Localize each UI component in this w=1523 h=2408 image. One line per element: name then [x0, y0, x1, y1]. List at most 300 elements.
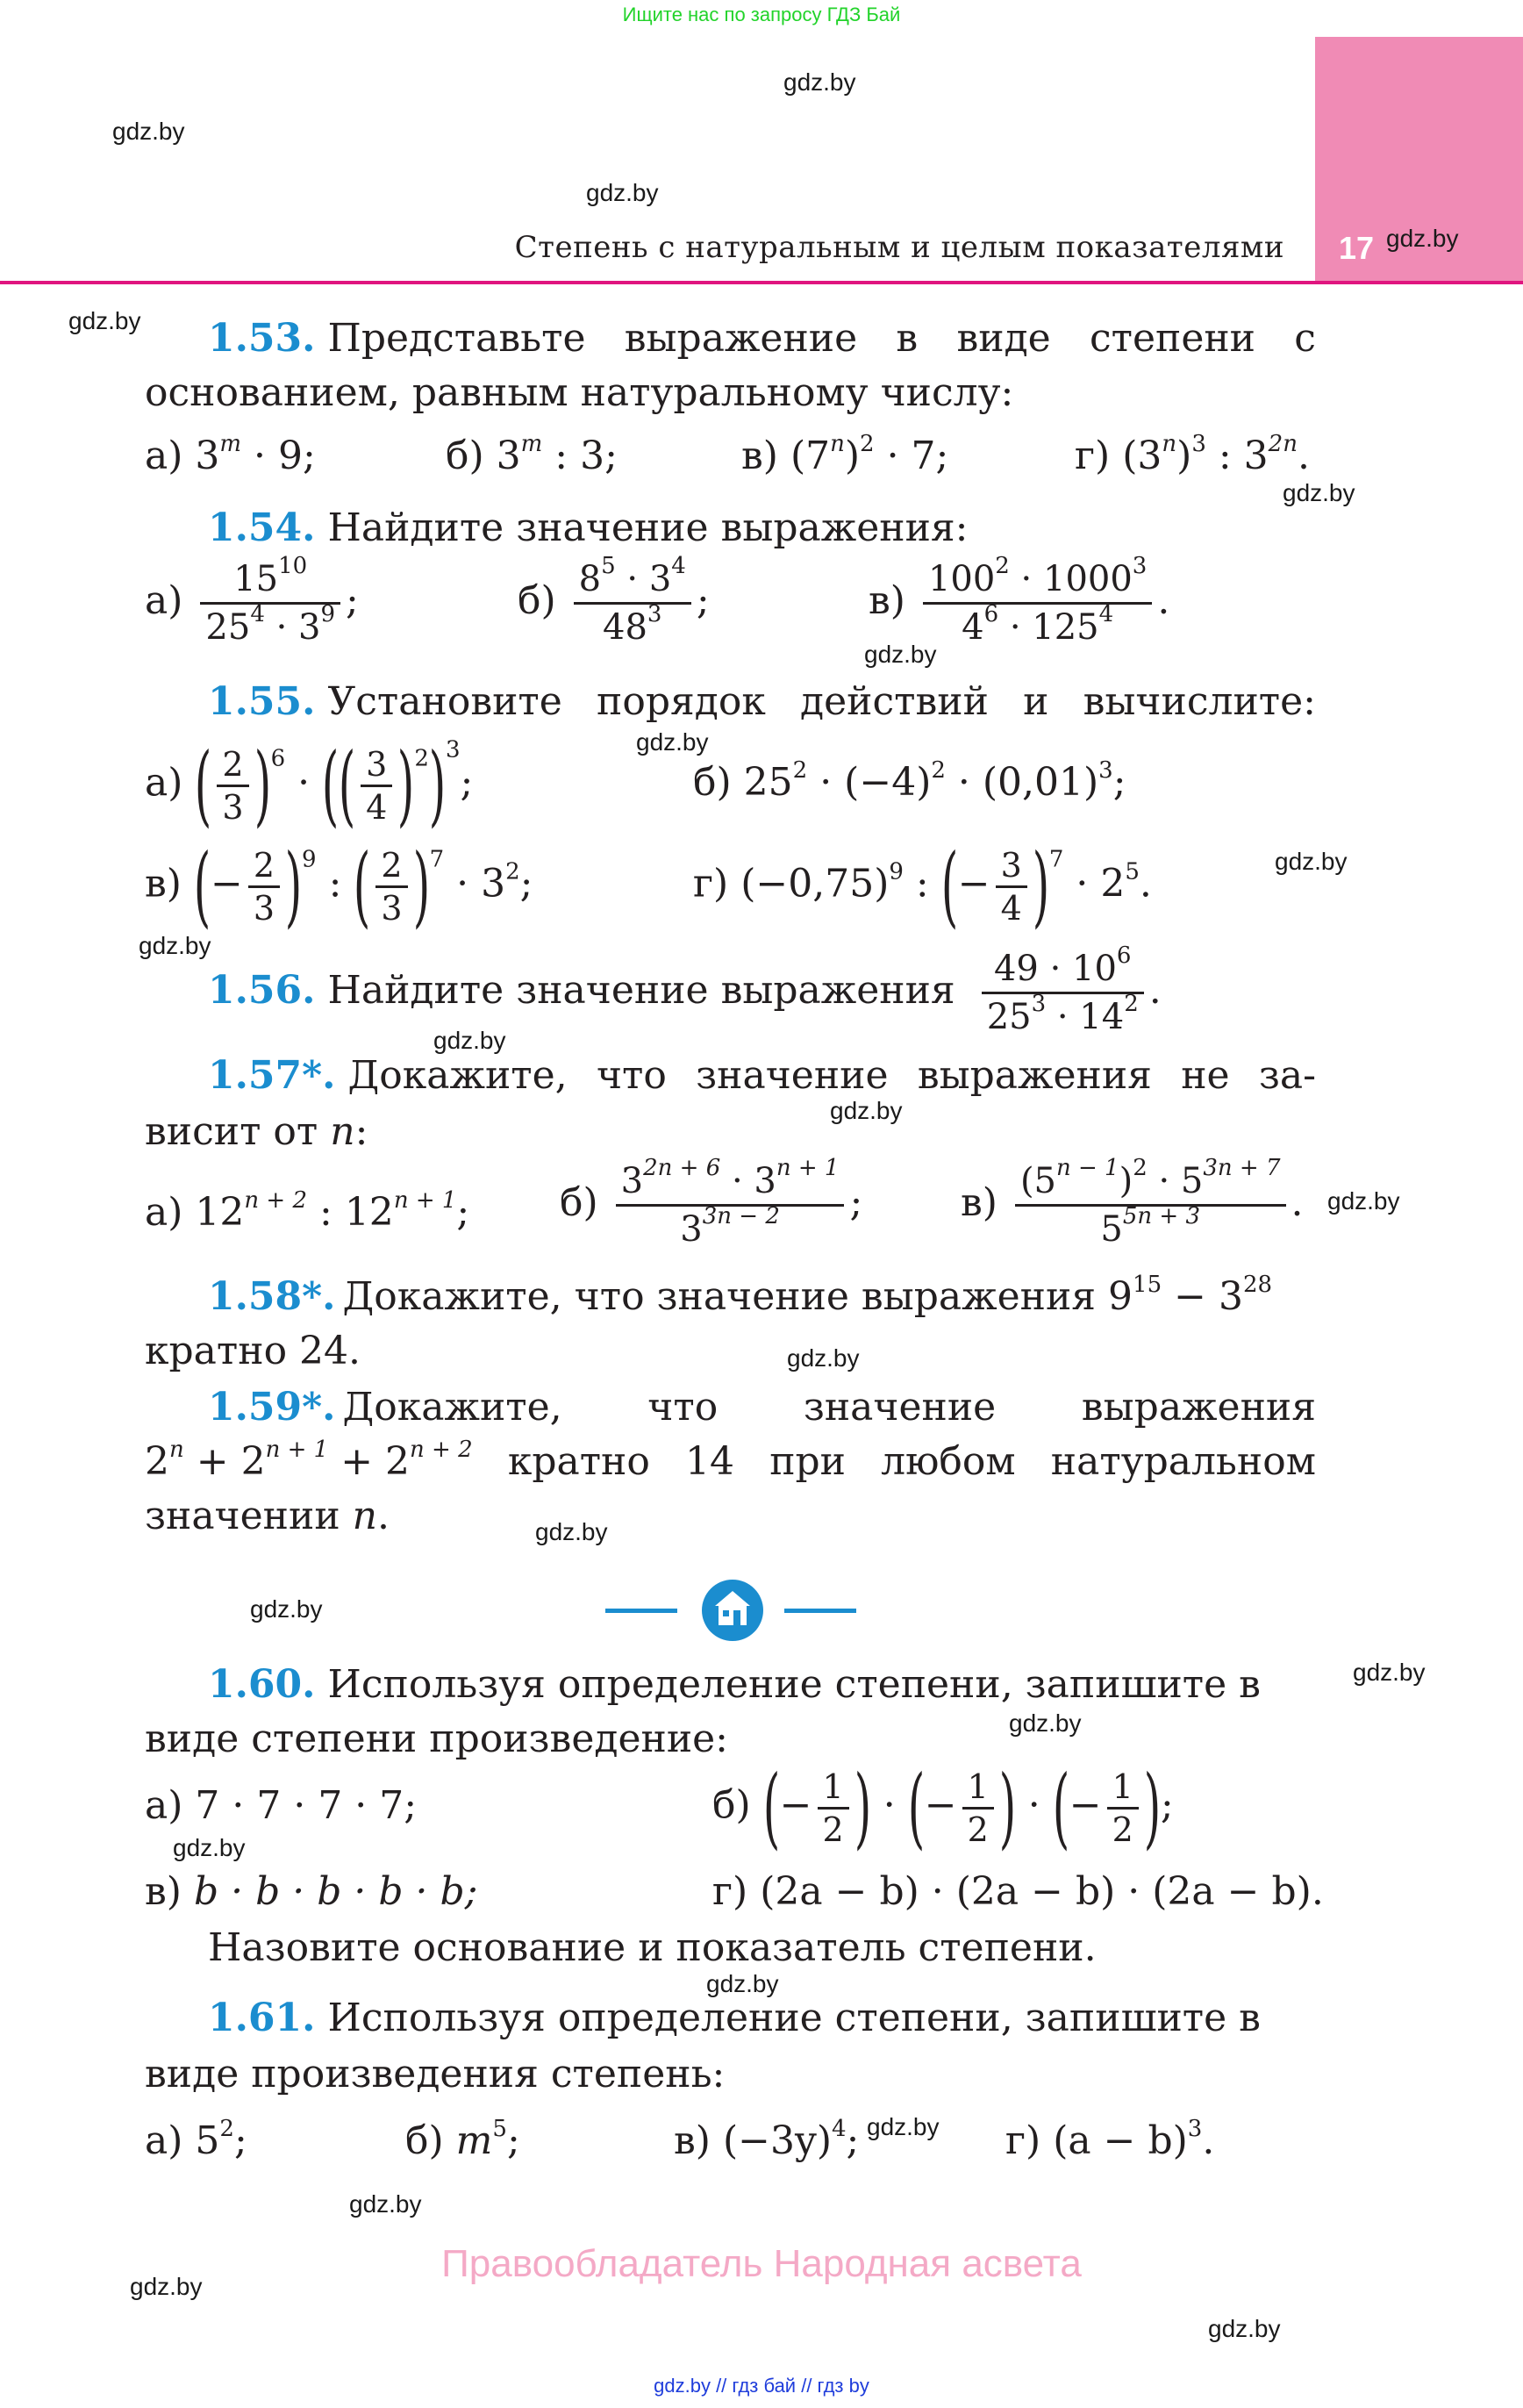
exercise-1-53-b: [446, 430, 618, 483]
exercise-1-59-line2: [145, 1436, 1316, 1488]
exponent: 4: [832, 2116, 847, 2142]
exponent: 28: [1242, 1272, 1273, 1298]
exercise-text: Докажите, что значение выражения: [342, 1274, 1109, 1319]
exponent: 4: [250, 601, 265, 627]
house-icon: [702, 1580, 763, 1641]
base: 12: [195, 1190, 245, 1235]
paren-open: (: [338, 734, 356, 836]
expr-mid: − 3: [1162, 1274, 1243, 1319]
exponent: 15: [1133, 1272, 1162, 1298]
base: + 2: [328, 1439, 411, 1484]
base: + 2: [183, 1439, 266, 1484]
watermark: gdz.by: [586, 179, 659, 206]
item-label: б): [712, 1782, 751, 1828]
paren-open: (: [762, 1756, 780, 1859]
exercise-1-55-title: [208, 676, 1316, 728]
base: 15: [233, 559, 279, 599]
exercise-1-61-a: [145, 2115, 247, 2168]
base: 3: [680, 1209, 703, 1250]
exercise-1-53-v: [741, 430, 948, 483]
exercise-1-55-a: а) ( $\frac{2}{3}$ )$^6$ · (( $\frac{3}{4}$ )$^2$)$^3$;: [145, 734, 474, 836]
paren-close: ): [998, 1756, 1017, 1859]
fraction: [217, 744, 248, 828]
expr-rest: .: [1297, 434, 1310, 478]
word: при: [769, 1439, 847, 1484]
exercise-1-59-line1: [208, 1381, 1316, 1434]
exercise-number: 1.54.: [208, 505, 316, 550]
word: и: [1023, 679, 1049, 724]
item-label: в): [145, 1869, 182, 1914]
item-label: б): [560, 1180, 598, 1225]
denominator: 3: [222, 787, 244, 827]
watermark: gdz.by: [139, 932, 211, 959]
exponent: 6: [983, 601, 999, 627]
word: виде: [956, 316, 1051, 361]
exercise-1-59-line3: [145, 1490, 1316, 1543]
exercise-1-53-line2: основанием, равным натуральному числу:: [145, 370, 1014, 415]
text: значении: [145, 1494, 353, 1538]
exercise-1-53-line1: [208, 312, 1316, 365]
word: выражения: [1081, 1385, 1316, 1430]
exponent: 2: [931, 757, 946, 784]
base: 5: [1180, 1161, 1204, 1201]
exponent: 3: [1031, 991, 1047, 1017]
denominator: 2: [967, 1810, 989, 1849]
base: 25: [743, 760, 793, 805]
exponent: 3: [647, 601, 662, 627]
exercise-1-57-b: [560, 1155, 863, 1252]
divider-line-left: [605, 1609, 677, 1613]
base: 10: [1072, 949, 1117, 989]
copyright-notice: Правообладатель Народная асвета: [441, 2242, 1082, 2285]
exercise-1-56: [208, 942, 1162, 1040]
exponent: 2: [1133, 1155, 1148, 1181]
exponent: n: [1162, 431, 1177, 457]
item-label: а): [145, 760, 183, 806]
exercise-1-60-v: [145, 1866, 477, 1918]
item-label: б): [518, 578, 556, 623]
base: 9: [1108, 1274, 1133, 1319]
exponent: 4: [671, 553, 686, 579]
watermark: gdz.by: [433, 1027, 506, 1054]
paren-open: (: [193, 835, 211, 937]
expression: (2a − b) · (2a − b) · (2a − b).: [760, 1869, 1324, 1914]
watermark: gdz.by: [1283, 479, 1355, 506]
watermark: gdz.by: [349, 2190, 422, 2218]
page-number: 17: [1339, 230, 1375, 266]
item-label: а): [145, 1783, 183, 1828]
exponent: 7: [1048, 846, 1064, 873]
exponent: 10: [278, 553, 308, 579]
exercise-1-55-g: г) $(-0,75)^9$ : (− $\frac{3}{4}$ )$^7 \cdot 2^5$.: [693, 835, 1152, 937]
fraction: [818, 1767, 849, 1850]
item-label: в): [961, 1180, 997, 1225]
word: натуральном: [1050, 1439, 1316, 1484]
word: степени: [1089, 316, 1256, 361]
paren-close: ): [854, 1756, 871, 1859]
expression: 7 · 7 · 7 · 7;: [195, 1783, 418, 1828]
denominator: 4: [1000, 888, 1022, 928]
item-label: б): [405, 2118, 444, 2163]
paren-close: ): [284, 835, 303, 937]
exponent: n: [169, 1437, 184, 1463]
item-label: а): [145, 578, 183, 623]
exponent: 2: [1124, 991, 1139, 1017]
item-label: г): [712, 1869, 748, 1914]
punct: :: [354, 1109, 368, 1154]
punct: ;: [1112, 760, 1126, 805]
expr-mid: : 3: [1205, 434, 1269, 478]
exponent: n + 1: [393, 1187, 457, 1214]
exercise-number: 1.55.: [208, 679, 316, 724]
numerator: 1: [967, 1767, 989, 1806]
watermark: gdz.by: [706, 1970, 779, 1997]
exponent: 6: [270, 745, 286, 772]
exercise-1-57-a: [145, 1186, 469, 1239]
word: не: [1181, 1053, 1230, 1098]
base: 3: [298, 607, 321, 648]
running-title: Степень с натуральным и целым показателями: [514, 230, 1284, 265]
exponent: 3: [1098, 757, 1113, 784]
punct: ;: [460, 760, 474, 806]
paren: ): [844, 434, 861, 478]
exponent: 2: [219, 2116, 234, 2142]
exponent: m: [520, 431, 543, 457]
word: кратно: [507, 1439, 650, 1484]
exercise-1-57-line1: [208, 1050, 1316, 1102]
exponent: 2n + 6: [643, 1155, 721, 1181]
watermark: gdz.by: [867, 2113, 940, 2140]
punct: .: [1139, 861, 1152, 907]
fraction: $\frac{(5^{n - 1})^2 \cdot 5^{3n + 7}}{5^{5n + 3}}$: [1015, 1158, 1286, 1252]
numerator: 1: [1112, 1767, 1133, 1806]
homework-divider: [605, 1580, 860, 1641]
exponent: n + 1: [265, 1437, 329, 1463]
exercise-1-54-a: [145, 553, 359, 650]
exercise-number: 1.60.: [208, 1662, 316, 1707]
watermark: gdz.by: [830, 1097, 903, 1124]
exercise-text: Используя определение степени, запишите в: [327, 1996, 1261, 2040]
exercise-1-61-line1: [208, 1992, 1316, 2045]
word: Докажите,: [342, 1385, 562, 1430]
exponent: 5: [492, 2116, 507, 2142]
base: 4: [962, 607, 984, 648]
watermark: gdz.by: [1208, 2315, 1281, 2342]
watermark: gdz.by: [535, 1518, 608, 1545]
watermark: gdz.by: [636, 728, 709, 756]
exercise-1-60-g: [712, 1866, 1324, 1918]
exercise-text: Найдите значение выражения: [327, 968, 955, 1013]
base: 3: [620, 1161, 644, 1201]
exercise-1-58-line2: кратно 24.: [145, 1329, 361, 1373]
expr-rest: : 3;: [542, 434, 618, 478]
item-label: г): [693, 861, 729, 907]
exponent: 2n: [1268, 431, 1298, 457]
paren-open: (: [354, 835, 371, 937]
base: · (−4): [807, 760, 932, 805]
fraction: $\frac{49 \cdot 10^6}{25^3 \cdot 14^2}$: [982, 946, 1144, 1040]
watermark: gdz.by: [173, 1834, 246, 1861]
paren-close: ): [428, 734, 447, 836]
word: что: [596, 1053, 667, 1098]
fraction: $\frac{15^{10}}{25^4 \cdot 3^9}$: [200, 556, 340, 650]
exponent: 3: [445, 736, 461, 763]
punct: .: [377, 1494, 390, 1538]
exponent: 5: [601, 553, 616, 579]
exercise-1-55-b: [693, 756, 1126, 809]
text: висит от: [145, 1109, 331, 1154]
paren-open: (: [907, 1756, 925, 1859]
base: 3: [754, 1161, 776, 1201]
fraction: [962, 1767, 994, 1850]
exponent: 3n + 7: [1203, 1155, 1281, 1181]
watermark: gdz.by: [68, 307, 141, 334]
exponent: 3n − 2: [702, 1203, 780, 1229]
base: (5: [1019, 1161, 1056, 1201]
word: выражение: [624, 316, 858, 361]
word: выражения: [917, 1053, 1152, 1098]
punct: ;: [696, 578, 710, 623]
punct: ;: [1160, 1782, 1174, 1828]
expr-rest: · 7;: [874, 434, 949, 478]
fraction: [1107, 1767, 1139, 1850]
exponent: m: [219, 431, 242, 457]
punct: ;: [233, 2118, 247, 2163]
exercise-1-61-line2: виде произведения степень:: [145, 2052, 726, 2096]
exercise-number: 1.53.: [208, 316, 316, 361]
exercise-1-55-v: в) (− $\frac{2}{3}$ )$^9$ : ( $\frac{2}{3}$ )$^7 \cdot 3^2$;: [145, 835, 533, 937]
base: m: [455, 2118, 493, 2163]
exponent: n + 2: [410, 1437, 473, 1463]
variable: n: [330, 1109, 355, 1154]
exponent: 4: [1098, 601, 1114, 627]
base: 2: [145, 1439, 169, 1484]
paren: ): [1119, 1161, 1133, 1201]
exponent: 6: [1116, 942, 1132, 969]
base: 14: [1079, 997, 1125, 1037]
fraction: $\frac{100^2 \cdot 1000^3}{4^6 \cdot 125^4}$: [923, 556, 1152, 650]
word: вычислите:: [1083, 679, 1316, 724]
item-label: б): [446, 434, 484, 478]
item-label: в): [869, 578, 905, 623]
fraction: [996, 845, 1027, 928]
numerator: 3: [366, 744, 388, 784]
exercise-1-60-line1: [208, 1659, 1316, 1711]
word: значение: [696, 1053, 889, 1098]
base: · (0,01): [945, 760, 1099, 805]
watermark: gdz.by: [783, 68, 856, 96]
exponent: n: [830, 431, 845, 457]
exercise-1-60-line2: виде степени произведение:: [145, 1716, 729, 1761]
base: · 2: [1063, 861, 1126, 907]
exponent: 7: [429, 846, 445, 873]
exercise-text: Найдите значение выражения:: [327, 505, 969, 550]
word: с: [1294, 316, 1316, 361]
word: за-: [1258, 1053, 1316, 1098]
word: в: [896, 316, 919, 361]
paren-close: ): [1143, 1756, 1162, 1859]
base: 8: [578, 559, 602, 599]
exercise-number: 1.57*.: [208, 1053, 336, 1098]
item-label: в): [741, 434, 778, 478]
base: 1000: [1043, 559, 1133, 599]
expression: [145, 1436, 473, 1488]
paren-close: ): [254, 734, 271, 836]
exponent: 2: [414, 745, 429, 772]
exercise-1-61-g: [1005, 2115, 1214, 2168]
exponent: 2: [792, 757, 808, 784]
word: порядок: [597, 679, 766, 724]
paren-open: (: [1052, 1756, 1070, 1859]
word: Представьте: [327, 316, 586, 361]
paren-close: ): [412, 835, 430, 937]
fraction: [248, 845, 280, 928]
numerator: 2: [222, 744, 244, 784]
base: 125: [1032, 607, 1099, 648]
watermark: gdz.by: [864, 641, 937, 668]
base: 100: [927, 559, 996, 599]
word: 14: [685, 1439, 735, 1484]
exercise-number: 1.61.: [208, 1996, 316, 2040]
item-label: в): [145, 861, 182, 907]
punct: ;: [456, 1190, 470, 1235]
exercise-1-58-line1: [208, 1271, 1316, 1323]
punct: .: [1157, 578, 1170, 623]
denominator: 3: [253, 888, 275, 928]
watermark: gdz.by: [1009, 1709, 1082, 1737]
footer-links[interactable]: gdz.by // гдз бай // гдз by: [654, 2375, 869, 2397]
exercise-1-54-b: [518, 553, 710, 650]
item-label: г): [1075, 434, 1111, 478]
exponent: 9: [889, 858, 904, 885]
top-banner: Ищите нас по запросу ГДЗ Бай: [622, 4, 901, 25]
exponent: n + 1: [776, 1155, 840, 1181]
exponent: n − 1: [1056, 1155, 1119, 1181]
base: 49: [993, 949, 1039, 989]
exponent: 2: [505, 858, 520, 885]
base: 5: [1100, 1209, 1123, 1250]
item-label: г): [1005, 2118, 1041, 2163]
expr-rest: · 9;: [241, 434, 316, 478]
paren-open: (: [940, 835, 958, 937]
exponent: 3: [1191, 431, 1206, 457]
exponent: 5n + 3: [1122, 1203, 1201, 1229]
watermark: gdz.by: [1386, 225, 1459, 252]
watermark: gdz.by: [112, 118, 185, 145]
base: 25: [986, 997, 1032, 1037]
paren-open: (: [321, 734, 340, 836]
exercise-1-60-note: Назовите основание и показатель степени.: [208, 1925, 1097, 1970]
watermark: gdz.by: [1275, 848, 1348, 875]
fraction: $\frac{8^5 \cdot 3^4}{48^3}$: [574, 556, 691, 650]
watermark: gdz.by: [1327, 1187, 1400, 1215]
base: (−0,75): [740, 861, 890, 907]
word: Установите: [327, 679, 562, 724]
paren-close: ): [397, 734, 415, 836]
base: (7: [790, 434, 831, 478]
item-label: а): [145, 2118, 183, 2163]
word: действий: [800, 679, 989, 724]
exercise-1-60-a: [145, 1780, 417, 1832]
watermark: gdz.by: [130, 2273, 203, 2300]
word: Докажите,: [347, 1053, 568, 1098]
header-divider: [0, 281, 1523, 284]
paren-close: ): [1032, 835, 1050, 937]
numerator: 1: [822, 1767, 844, 1806]
item-label: б): [693, 760, 732, 805]
word: значение: [803, 1385, 997, 1430]
exercise-number: 1.56.: [208, 968, 316, 1013]
denominator: 2: [822, 1810, 844, 1849]
numerator: 3: [1000, 845, 1022, 885]
exercise-text: Используя определение степени, запишите в: [327, 1662, 1261, 1707]
base: (3: [1122, 434, 1162, 478]
exponent: 5: [1125, 858, 1140, 885]
divider-line-right: [784, 1609, 856, 1613]
watermark: gdz.by: [787, 1344, 860, 1372]
numerator: 2: [253, 845, 275, 885]
punct: ;: [519, 861, 533, 907]
numerator: 2: [381, 845, 403, 885]
punct: .: [1291, 1180, 1304, 1225]
exponent: 9: [302, 846, 317, 873]
exponent: 2: [860, 431, 875, 457]
punct: .: [1202, 2118, 1215, 2163]
exponent: 3: [1132, 553, 1148, 579]
exercise-1-57-v: [961, 1155, 1304, 1252]
exponent: 9: [320, 601, 336, 627]
fraction: $\frac{3^{2n + 6} \cdot 3^{n + 1}}{3^{3n - 2}}$: [616, 1158, 845, 1252]
denominator: 3: [381, 888, 403, 928]
fraction: [361, 744, 392, 828]
denominator: 2: [1112, 1810, 1133, 1849]
item-label: а): [145, 1190, 183, 1235]
base: (a − b): [1053, 2118, 1188, 2163]
base: (−3y): [722, 2118, 832, 2163]
exercise-1-61-v: [674, 2115, 859, 2168]
exercise-1-53-g: [1075, 430, 1310, 483]
exercise-1-60-b: б) (− $\frac{1}{2}$ ) · (− $\frac{1}{2}$ ) · (− $\frac{1}{2}$ );: [712, 1756, 1174, 1859]
expr-mid: : 12: [307, 1190, 394, 1235]
paren: ): [1176, 434, 1192, 478]
base: · 3: [444, 861, 506, 907]
exercise-1-53-a: [145, 430, 316, 483]
exercise-1-54-title: [208, 502, 1316, 555]
base: 3: [496, 434, 521, 478]
denominator: 4: [366, 787, 388, 827]
punct: ;: [849, 1180, 863, 1225]
expression: b · b · b · b · b;: [193, 1869, 478, 1914]
base: 3: [195, 434, 220, 478]
punct: ;: [506, 2118, 520, 2163]
watermark: gdz.by: [1353, 1659, 1426, 1686]
item-label: в): [674, 2118, 711, 2163]
exercise-number: 1.58*.: [208, 1274, 336, 1319]
punct: .: [1148, 968, 1162, 1013]
paren-open: (: [195, 734, 212, 836]
fraction: [375, 845, 407, 928]
punct: ;: [346, 578, 359, 623]
base: 3: [648, 559, 672, 599]
exponent: 3: [1187, 2116, 1203, 2142]
exercise-number: 1.59*.: [208, 1385, 336, 1430]
base: 25: [205, 607, 251, 648]
item-label: а): [145, 434, 183, 478]
punct: ;: [846, 2118, 860, 2163]
exponent: n + 2: [244, 1187, 308, 1214]
exercise-1-57-line2: [145, 1106, 1316, 1158]
exponent: 2: [995, 553, 1010, 579]
